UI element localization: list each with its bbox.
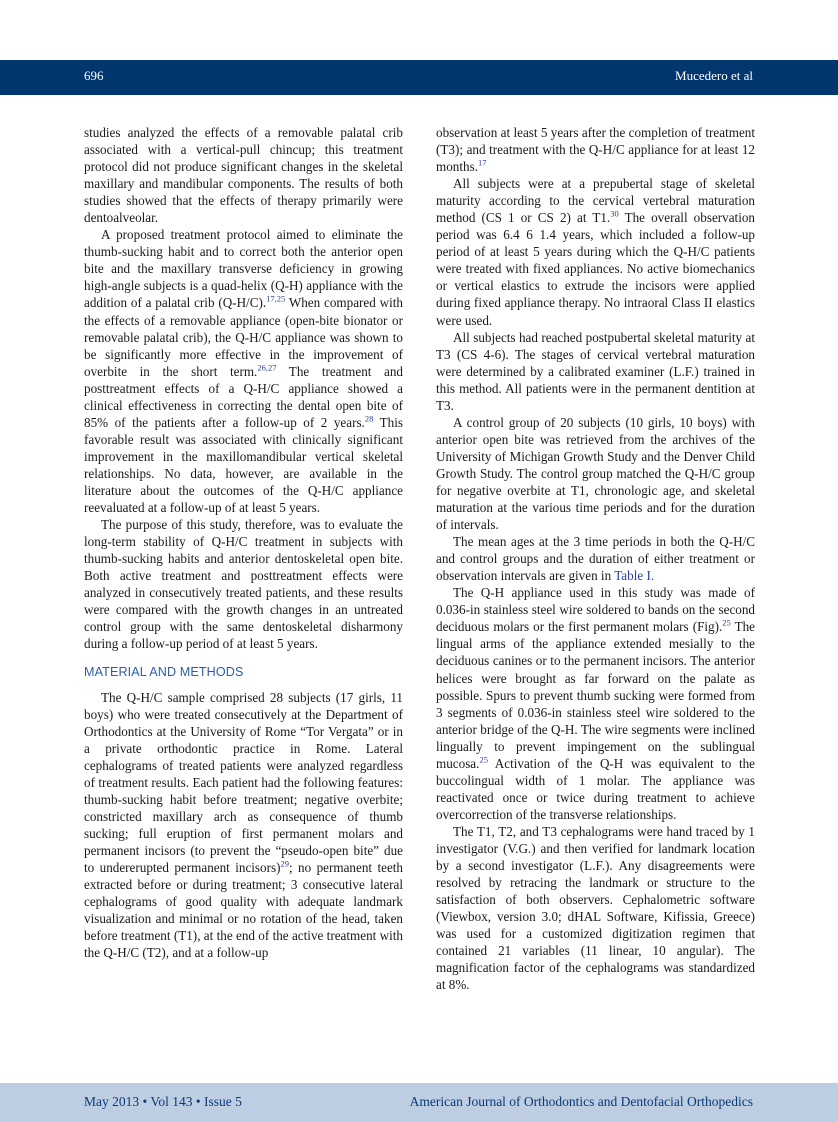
page-footer-bar (0, 1083, 838, 1122)
page-number: 696 (84, 68, 104, 83)
paragraph-text: A proposed treatment protocol aimed to eliminate the thumb-sucking habit and to correct both the anterior open bite and the maxillary transverse deficiency in growing high-angle subjects is a quad-helix (Q-H) appliance with the addition of a palatal crib (Q-H/C). (84, 227, 403, 311)
paragraph (436, 823, 755, 993)
paragraph-text: The purpose of this study, therefore, was to evaluate the long-term stability of Q-H/C treatment in subjects with thumb-sucking habits and anterior dentoskeletal open bite. Both active treatment and posttreatment effects were analyzed in consecutively treated patients, and these results were compared with the growth changes in an untreated control group with the same dentoskeletal disharmony during a follow-up period of at least 5 years. (84, 517, 403, 652)
citation-link[interactable]: 25 (479, 754, 488, 765)
paragraph (436, 329, 755, 414)
paragraph (84, 689, 403, 962)
paragraph-text: The overall observation period was 6.4 6 1.4 years, which included a follow-up period of at least 5 years during which the Q-H/C patients were treated with fixed appliances. No active biomechanics or vertical elastics to extrude the incisors were applied during fixed appliance therapy. No intraoral Class II elastics were used. (436, 210, 755, 328)
issue-info: May 2013 • Vol 143 • Issue 5 (84, 1094, 242, 1109)
citation-link[interactable]: 25 (722, 617, 731, 628)
paragraph (436, 584, 755, 823)
paragraph (84, 226, 403, 516)
page-header-bar (0, 60, 838, 95)
paragraph-text: The mean ages at the 3 time periods in both the Q-H/C and control groups and the duration of either treatment or observation intervals are given in (436, 534, 755, 584)
paragraph-text: studies analyzed the effects of a removable palatal crib associated with a vertical-pull chincup; this treatment protocol did not produce significant changes in the skeletal maxillary and mandibular components. The results of both studies showed that the effects of therapy primarily were dentoalveolar. (84, 125, 403, 226)
paragraph-text: All subjects were at a prepubertal stage of skeletal maturity according to the cervical vertebral maturation method (CS 1 or CS 2) at T1. (436, 176, 755, 226)
citation-link[interactable]: 17,25 (266, 294, 286, 305)
table-reference-link[interactable]: Table I. (614, 568, 655, 584)
paragraph (436, 124, 755, 175)
journal-title: American Journal of Orthodontics and Dentofacial Orthopedics (409, 1094, 753, 1109)
paragraph-text: The lingual arms of the appliance extended mesially to the deciduous canines or to the permanent incisors. The anterior helices were brought as far forward on the palate as possible. Spurs to prevent thumb sucking were formed from 3 segments of 0.036-in stainless steel wire soldered to the anterior bridge of the Q-H. The wire segments were inclined lingually to prevent impingement on the sublingual mucosa. (436, 619, 755, 771)
paragraph-text: The Q-H appliance used in this study was made of 0.036-in stainless steel wire soldered to bands on the second deciduous molars or the first permanent molars (Fig). (436, 585, 755, 635)
citation-link[interactable]: 26,27 (257, 362, 277, 373)
running-head-authors: Mucedero et al (675, 68, 753, 83)
citation-link[interactable]: 28 (364, 413, 374, 424)
right-column (436, 124, 755, 993)
paragraph-text: The T1, T2, and T3 cephalograms were hand traced by 1 investigator (V.G.) and then verified for landmark location by a second investigator (L.F.). Any disagreements were resolved by retracing the landmark or structure to the satisfaction of both observers. Cephalometric software (Viewbox, version 3.0; dHAL Software, Kifissia, Greece) was used for a customized digitization regimen that contained 21 variables (11 linear, 10 angular). The magnification factor of the cephalograms was standardized at 8%. (436, 823, 755, 993)
paragraph-text: A control group of 20 subjects (10 girls, 10 boys) with anterior open bite was retrieved from the archives of the University of Michigan Growth Study and the Denver Child Growth Study. The control group matched the Q-H/C group for negative overbite at T1, chronologic age, and skeletal maturation at the various time periods and for the duration of intervals. (436, 414, 755, 533)
paragraph-text: observation at least 5 years after the completion of treatment (T3); and treatment with the Q-H/C appliance for at least 12 months. (436, 125, 755, 175)
left-column (84, 124, 403, 961)
paragraph (436, 533, 755, 584)
citation-link[interactable]: 29 (280, 858, 289, 869)
paragraph (436, 414, 755, 533)
paragraph-text: The treatment and posttreatment effects of a Q-H/C appliance showed a clinical effectiveness in correcting the dental open bite of 85% of the patients after a follow-up of 2 years. (84, 363, 403, 430)
section-heading-methods: MATERIAL AND METHODS (84, 665, 244, 680)
paragraph (84, 516, 403, 652)
paragraph-text: When compared with the effects of a removable appliance (open-bite bionator or removable palatal crib), the Q-H/C appliance was shown to be significantly more effective in the improvement of overbite in the short term. (84, 295, 403, 379)
paragraph-text: The Q-H/C sample comprised 28 subjects (17 girls, 11 boys) who were treated consecutively at the Department of Orthodontics at the University of Rome “Tor Vergata” or in a private orthodontic practice in Rome. Lateral cephalograms of treated patients were analyzed regardless of treatment results. Each patient had the following features: thumb-sucking habit before treatment; negative overbite; constricted maxillary arch as consequence of thumb sucking; full eruption of first permanent molars and permanent incisors (to prevent the “pseudo-open bite” due to undererupted permanent incisors) (84, 689, 403, 875)
citation-link[interactable]: 17 (477, 157, 487, 168)
paragraph-text: ; no permanent teeth extracted before or during treatment; 3 consecutive lateral cephalograms of good quality with adequate landmark visualization and minimal or no rotation of the head, taken before treatment (T1), at the end of the active treatment with the Q-H/C (T2), and at a follow-up (84, 859, 403, 961)
citation-link[interactable]: 30 (610, 208, 619, 219)
paragraph-text: This favorable result was associated with clinically significant improvement in the maxillomandibular vertical skeletal relationships. No data, however, are available in the literature about the outcomes of the Q-H/C appliance reevaluated at a follow-up of at least 5 years. (84, 414, 403, 516)
paragraph-text: Activation of the Q-H was equivalent to the buccolingual width of 1 molar. The appliance was reactivated once or twice during treatment to achieve overcorrection of the transverse relationships. (436, 755, 755, 822)
paragraph (84, 124, 403, 226)
paragraph-text: All subjects had reached postpubertal skeletal maturity at T3 (CS 4-6). The stages of cervical vertebral maturation were determined by a calibrated examiner (L.F.) trained in this method. All patients were in the permanent dentition at T3. (436, 329, 755, 413)
paragraph (436, 175, 755, 328)
